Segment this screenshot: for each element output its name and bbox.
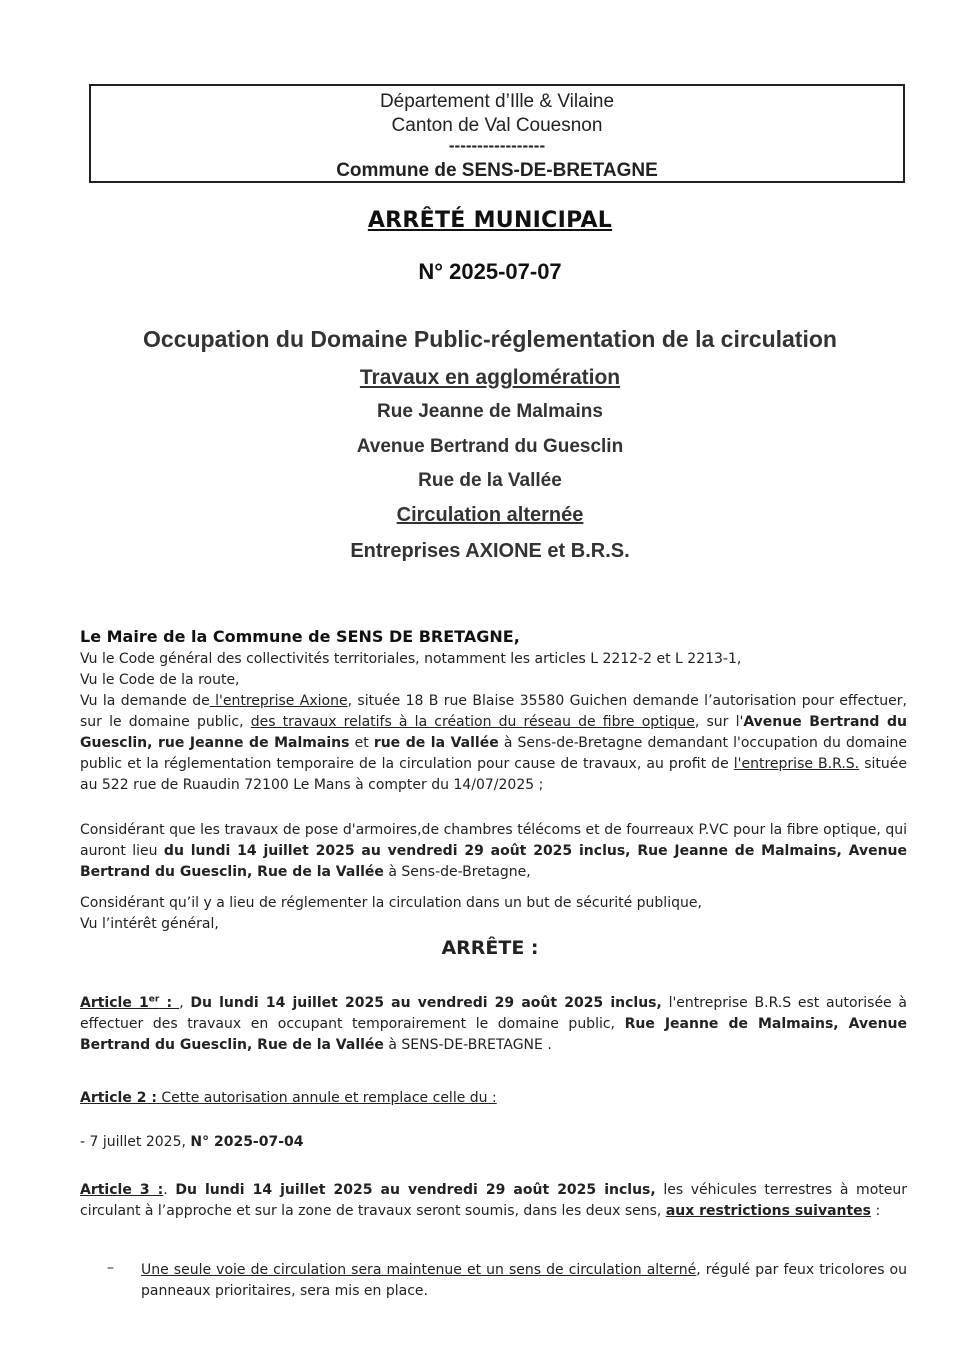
dates-streets-bold: du lundi 14 juillet 2025 au vendredi 29 août 2025 inclus, Rue Jeanne de Malmains, Avenue Bertrand du Guesclin, Rue de la Vallée [80,843,908,880]
entreprises-title: Entreprises AXIONE et B.R.S. [350,540,630,562]
text: à Sens-de-Bretagne, [383,864,531,880]
entreprise-axione: l'entreprise Axione [209,693,348,709]
article-2-item [80,1132,907,1153]
text: les véhicules terrestres à moteur circulant à l’approche et sur la zone de travaux seront soumis, dans les deux sens, [80,1182,907,1219]
street-jeanne-de-malmains: Rue Jeanne de Malmains [377,401,603,422]
text: , [179,995,191,1011]
travaux-fibre: des travaux relatifs à la création du réseau de fibre optique [250,714,695,730]
entreprise-brs: l'entreprise B.R.S. [733,756,860,772]
text: . [163,1182,176,1198]
street-bold: rue de la Vallée [373,735,499,751]
arrete-reference: N° 2025-07-04 [190,1134,304,1150]
article-3 [80,1180,907,1222]
vu-code-collectivites: Vu le Code général des collectivités territoriales, notamment les articles L 2212-2 et L 2213-1, [80,651,742,667]
text: l'entreprise B.R.S est autorisée à effectuer des travaux en occupant temporairement le domaine public, [80,995,907,1032]
vu-demande-paragraph [80,691,907,796]
arrete-number: N° 2025-07-07 [418,259,562,284]
arrete-label: ARRÊTE : [441,937,539,959]
dates-bold: Du lundi 14 juillet 2025 au vendredi 29 août 2025 inclus, [175,1182,656,1198]
street-de-la-vallee: Rue de la Vallée [418,470,562,491]
restrictions-label: aux restrictions suivantes [665,1203,871,1219]
label-text: Article 1 [80,995,149,1011]
header-box [89,84,905,183]
header-separator: ----------------- [448,136,546,155]
article-2-label: Article 2 : [80,1090,157,1106]
street-bertrand-du-guesclin: Avenue Bertrand du Guesclin [356,436,624,457]
canton-line: Canton de Val Couesnon [391,115,603,136]
travaux-title: Travaux en agglomération [359,366,621,389]
text: à SENS-DE-BRETAGNE . [383,1037,552,1053]
department-line: Département d’Ille & Vilaine [379,91,615,112]
streets-bold: Rue Jeanne de Malmains, Avenue Bertrand du Guesclin, Rue de la Vallée [80,1016,907,1053]
article-2 [80,1088,907,1109]
text: , régulé par feux tricolores ou panneaux prioritaires, sera mis en place. [141,1262,907,1299]
subject-title: Occupation du Domaine Public-réglementation de la circulation [143,326,837,352]
streets-bold: Avenue Bertrand du Guesclin, rue Jeanne de Malmains [80,714,907,751]
label-sup: er [148,994,160,1005]
circulation-title: Circulation alternée [396,504,584,526]
commune-line: Commune de SENS-DE-BRETAGNE [336,160,658,181]
considerant-travaux-paragraph [80,820,907,883]
text: Vu la demande de [80,693,210,709]
article-2-text: Cette autorisation annule et remplace celle du : [156,1090,497,1106]
text: située au 522 rue de Ruaudin 72100 Le Mans à compter du 14/07/2025 ; [80,756,907,793]
text: - 7 juillet 2025, [80,1134,191,1150]
text: , sur l' [694,714,744,730]
article-1 [80,993,907,1056]
restriction-underlined: Une seule voie de circulation sera maintenue et un sens de circulation alterné [141,1262,697,1278]
dates-bold: Du lundi 14 juillet 2025 au vendredi 29 août 2025 inclus, [190,995,662,1011]
maire-heading: Le Maire de la Commune de SENS DE BRETAGNE, [80,627,520,646]
arrete-title: ARRÊTÉ MUNICIPAL [367,208,613,233]
article-3-label: Article 3 : [80,1182,164,1198]
vu-interet-general: Vu l’intérêt général, [80,916,219,932]
text: , située 18 B rue Blaise 35580 Guichen demande l’autorisation pour effectuer, sur le domaine public, [80,693,907,730]
restriction-item [141,1260,907,1302]
text: : [871,1203,881,1219]
text: à Sens-de-Bretagne demandant l'occupation du domaine public et la réglementation temporaire de la circulation pour cause de travaux, au profit de [80,735,907,772]
text: Considérant que les travaux de pose d'armoires,de chambres télécoms et de fourreaux P.VC pour la fibre optique, qui auront lieu [80,822,907,859]
vu-code-route: Vu le Code de la route, [80,672,240,688]
bullet-dash: – [107,1260,114,1276]
considerant-securite: Considérant qu’il y a lieu de réglementer la circulation dans un but de sécurité publique, [80,895,702,911]
label-colon: : [159,995,180,1011]
article-1-label [80,995,179,1011]
text: et [349,735,374,751]
